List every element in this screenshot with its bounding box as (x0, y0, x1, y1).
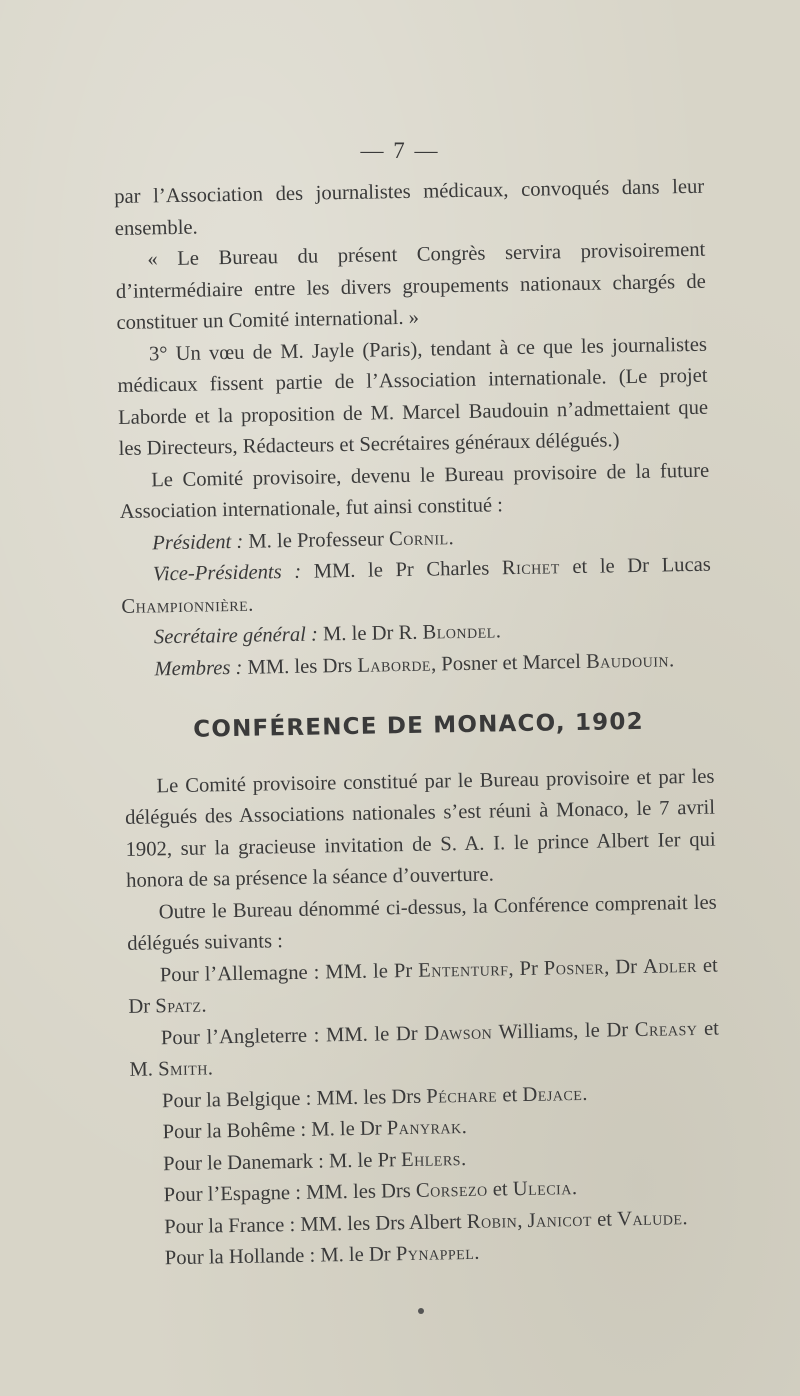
president-text: M. le Professeur (243, 527, 390, 553)
conference-paragraph-2: Outre le Bureau dénommé ci-dessus, la Conférence comprenait les délégués suivants : (127, 891, 717, 955)
delegate-name: Ententurf (418, 957, 509, 982)
secretary-text: M. le Dr R. (317, 621, 423, 646)
delegate-name: Panyrak. (386, 1115, 468, 1140)
president-name: Cornil. (388, 526, 455, 550)
delegate-text: Pour la Hollande : M. le Dr (164, 1243, 397, 1270)
delegate-name: Pynappel. (395, 1241, 481, 1266)
delegate-text: et Dr (128, 954, 718, 1018)
members-label: Membres : (154, 656, 243, 680)
members-name-1: Laborde (357, 653, 432, 677)
delegate-text: et (497, 1083, 523, 1106)
vice-text-2: et le Dr Lucas (559, 553, 711, 579)
vice-name-2: Championnière. (121, 593, 255, 618)
delegate-name: Corsezo (415, 1178, 488, 1202)
delegate-name: Spatz. (155, 994, 208, 1018)
delegate-name: Smith. (157, 1057, 214, 1081)
page-number: — 7 — (360, 138, 440, 163)
delegate-name: Valude. (616, 1206, 689, 1230)
delegate-text: et (487, 1178, 513, 1201)
vice-text: MM. le Pr Charles (300, 557, 503, 583)
delegate-name: Dejace. (522, 1082, 589, 1106)
vice-name-1: Richet (501, 556, 561, 580)
delegate-name: Ulecia. (512, 1177, 578, 1201)
secretary-label: Secrétaire général : (153, 623, 319, 649)
delegate-name: Ehlers. (400, 1147, 467, 1171)
delegate-list (128, 950, 723, 1275)
delegate-text: Williams, le Dr (492, 1018, 635, 1044)
delegate-text: Pour la Belgique : MM. les Drs (161, 1085, 427, 1112)
delegate-text: Pour la Bohême : M. le Dr (162, 1117, 387, 1144)
delegate-name: Robin (466, 1209, 518, 1233)
delegate-line (128, 950, 719, 1023)
delegate-name: Dawson (424, 1021, 493, 1045)
paragraph-3: 3° Un vœu de M. Jayle (Paris), tendant à ce que les journalistes médicaux fissent partie de l’Association internationale. (Le projet Laborde et la proposition de M. Marcel Baudouin n’admettaient que les Directeurs, Rédacteurs et Secrétaires généraux délégués.) (117, 333, 709, 460)
body-text (114, 172, 723, 1276)
delegate-text: Pour l’Allemagne : MM. le Pr (159, 959, 419, 986)
paragraph-2: « Le Bureau du présent Congrès servira provisoirement d’intermédiaire entre les divers groupements nationaux chargés de constituer un Comité international. » (115, 238, 707, 334)
members-text-2: , Posner et Marcel (430, 650, 587, 676)
delegate-text: et M. (129, 1017, 720, 1081)
members-text: MM. les Drs (242, 654, 358, 679)
delegate-text: , (517, 1209, 528, 1232)
delegate-name: Creasy (634, 1017, 698, 1041)
section-heading: CONFÉRENCE DE MONACO, 1902 (193, 708, 645, 743)
delegate-text: Pour la France : MM. les Drs Albert (164, 1210, 467, 1238)
delegate-line (129, 1013, 720, 1086)
delegate-text: et (591, 1207, 618, 1231)
officer-vice-presidents (121, 550, 712, 623)
secretary-name: Blondel. (422, 620, 502, 644)
conference-paragraph-1: Le Comité provisoire constitué par le Bureau provisoire et par les délégués des Associations nationales s’est réuni à Monaco, le 7 avril 1902, sur la gracieuse invitation de S. A. I. le prince Albert Ier qui honora de sa présence la séance d’ouverture. (124, 765, 716, 892)
ornament-dot (418, 1308, 424, 1314)
delegate-text: Pour l’Espagne : MM. les Drs (163, 1179, 417, 1207)
paragraph-1: par l’Association des journalistes médicaux, convoqués dans leur ensemble. (114, 175, 705, 240)
delegate-text: Pour le Danemark : M. le Pr (162, 1148, 402, 1175)
delegate-text: , Pr (508, 957, 544, 980)
members-name-2: Baudouin. (585, 648, 675, 673)
delegate-name: Adler (642, 954, 698, 978)
delegate-name: Posner (543, 956, 605, 980)
delegate-text: Pour l’Angleterre : MM. le Dr (160, 1022, 425, 1049)
delegate-name: Péchare (426, 1083, 498, 1108)
paragraph-4: Le Comité provisoire, devenu le Bureau provisoire de la future Association internationale, fut ainsi constitué : (119, 459, 710, 523)
president-label: Président : (152, 530, 244, 554)
vice-label: Vice-Présidents : (152, 560, 302, 586)
delegate-text: , Dr (603, 955, 644, 979)
delegate-name: Janicot (527, 1208, 593, 1232)
